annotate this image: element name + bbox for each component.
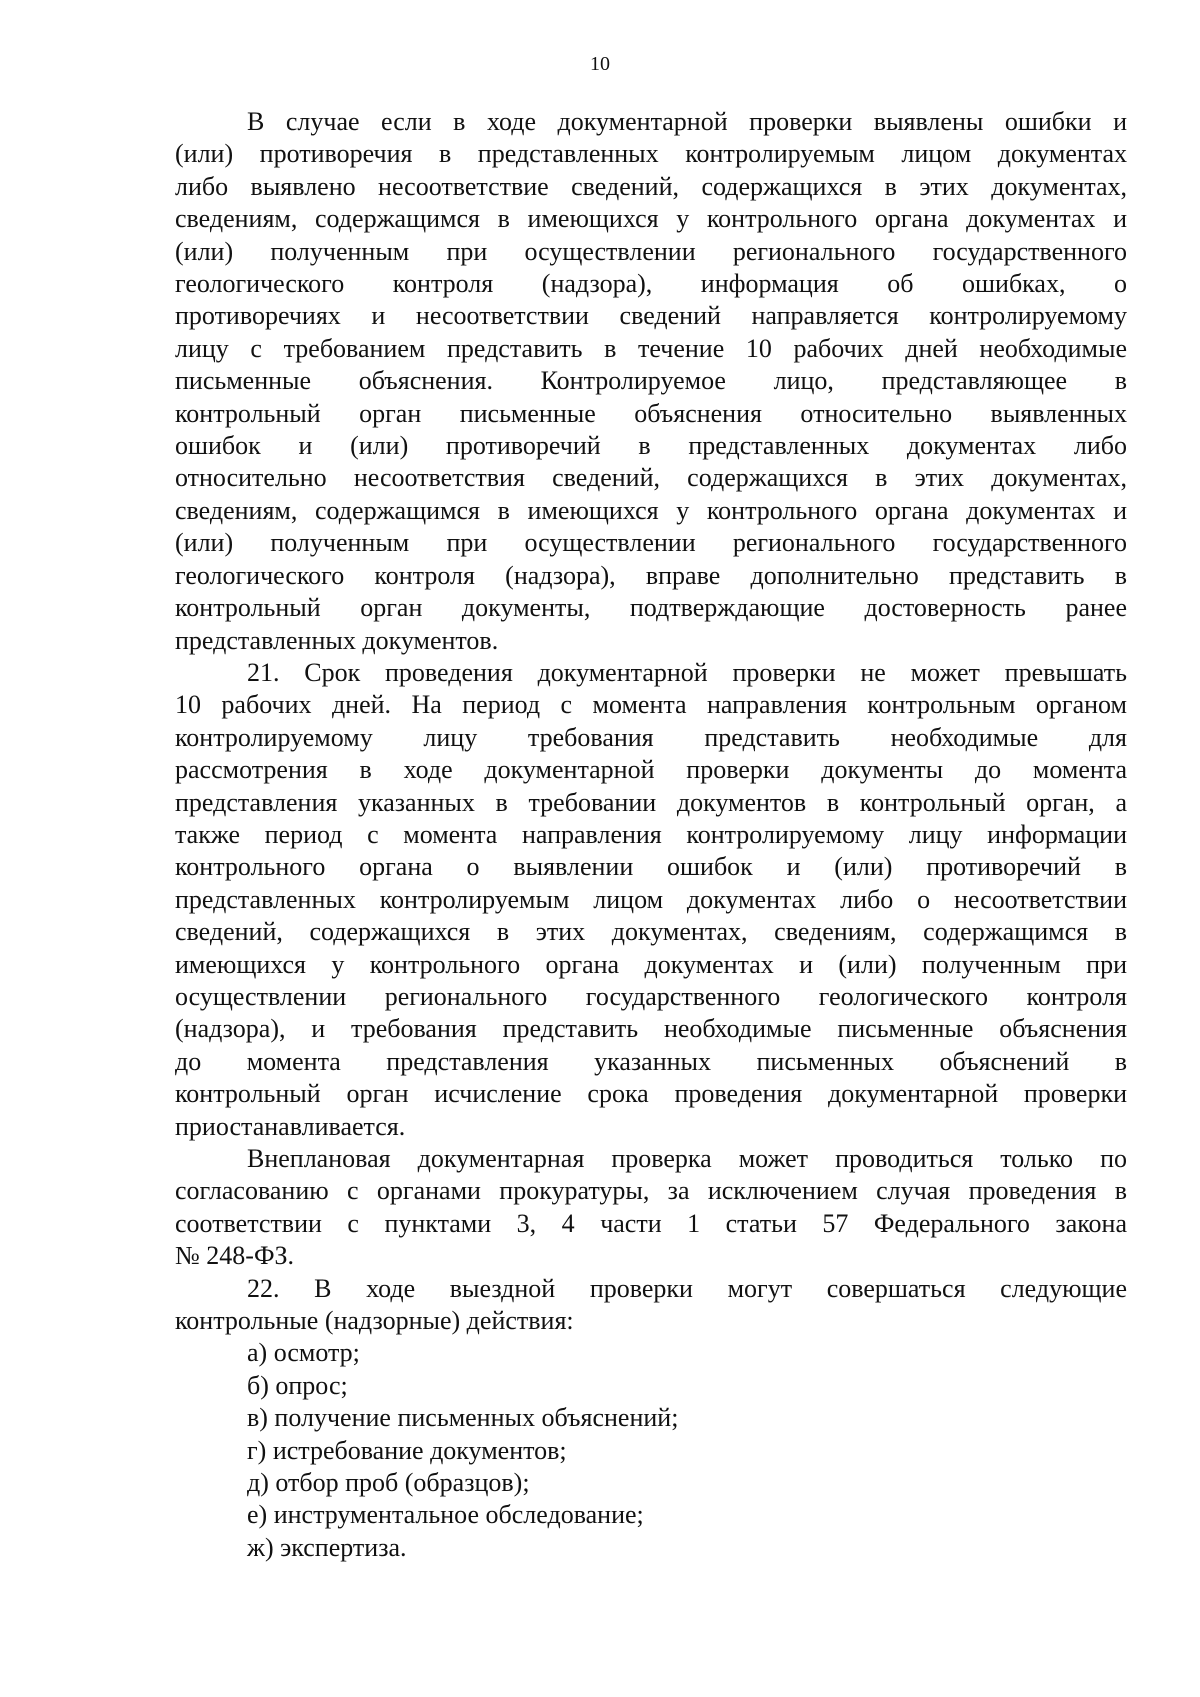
text-line: рассмотрения в ходе документарной проверки документы до момента: [175, 755, 1127, 785]
list-item: г) истребование документов;: [247, 1435, 567, 1465]
text-line: представленных контролируемым лицом документах либо о несоответствии: [175, 884, 1127, 914]
actions-list: [175, 1337, 1127, 1564]
text-line: относительно несоответствия сведений, содержащихся в этих документах,: [175, 463, 1127, 493]
text-line: сведениям, содержащимся в имеющихся у контрольного органа документах и: [175, 204, 1127, 234]
text-line: до момента представления указанных письменных объяснений в: [175, 1046, 1127, 1076]
text-line: геологического контроля (надзора), вправе дополнительно представить в: [175, 560, 1127, 590]
document-body: [175, 106, 1127, 1564]
text-line: (или) полученным при осуществлении регионального государственного: [175, 528, 1127, 558]
text-line: также период с момента направления контролируемому лицу информации: [175, 819, 1127, 849]
text-line: Внеплановая документарная проверка может проводиться только по: [247, 1144, 1127, 1173]
text-line: (или) полученным при осуществлении регионального государственного: [175, 236, 1127, 266]
text-line: контрольные (надзорные) действия:: [175, 1306, 574, 1336]
paragraph-unscheduled-check: [175, 1143, 1127, 1273]
text-line: контрольный орган документы, подтверждающие достоверность ранее: [175, 593, 1127, 623]
text-line: (или) противоречия в представленных контролируемым лицом документах: [175, 139, 1127, 169]
text-line: 21. Срок проведения документарной проверки не может превышать: [247, 657, 1127, 687]
text-line: письменные объяснения. Контролируемое лицо, представляющее в: [175, 366, 1127, 396]
list-item: б) опрос;: [247, 1370, 348, 1400]
text-line: № 248-ФЗ.: [175, 1241, 295, 1271]
paragraph-item-21: [175, 657, 1127, 1143]
text-line: либо выявлено несоответствие сведений, содержащихся в этих документах,: [175, 171, 1127, 201]
text-line: представленных документов.: [175, 625, 499, 655]
text-line: сведениям, содержащимся в имеющихся у контрольного органа документах и: [175, 495, 1127, 525]
text-line: противоречиях и несоответствии сведений направляется контролируемому: [175, 301, 1127, 331]
text-line: согласованию с органами прокуратуры, за исключением случая проведения в: [175, 1176, 1127, 1206]
text-line: контрольного органа о выявлении ошибок и (или) противоречий в: [175, 852, 1127, 882]
text-line: сведений, содержащихся в этих документах, сведениям, содержащимся в: [175, 917, 1127, 947]
text-line: 10 рабочих дней. На период с момента направления контрольным органом: [175, 690, 1127, 720]
page-number: 10: [590, 53, 610, 75]
text-line: лицу с требованием представить в течение 10 рабочих дней необходимые: [175, 333, 1127, 363]
text-line: имеющихся у контрольного органа документах и (или) полученным при: [175, 949, 1127, 979]
text-line: контролируемому лицу требования представить необходимые для: [175, 722, 1127, 752]
text-line: контрольный орган письменные объяснения относительно выявленных: [175, 398, 1127, 428]
text-line: контрольный орган исчисление срока проведения документарной проверки: [175, 1079, 1127, 1109]
paragraph-documentary-check-errors: [175, 106, 1127, 657]
text-line: ошибок и (или) противоречий в представленных документах либо: [175, 431, 1127, 461]
text-line: В случае если в ходе документарной проверки выявлены ошибки и: [247, 107, 1127, 136]
text-line: приостанавливается.: [175, 1111, 406, 1141]
list-item: в) получение письменных объяснений;: [247, 1403, 679, 1433]
text-line: геологического контроля (надзора), информация об ошибках, о: [175, 269, 1127, 299]
paragraph-item-22: [175, 1273, 1127, 1338]
text-line: представления указанных в требовании документов в контрольный орган, а: [175, 787, 1127, 817]
text-line: 22. В ходе выездной проверки могут совершаться следующие: [247, 1273, 1127, 1303]
list-item: а) осмотр;: [247, 1338, 360, 1368]
text-line: осуществлении регионального государственного геологического контроля: [175, 981, 1127, 1011]
text-line: (надзора), и требования представить необходимые письменные объяснения: [175, 1014, 1127, 1044]
list-item: е) инструментальное обследование;: [247, 1500, 644, 1530]
text-line: соответствии с пунктами 3, 4 части 1 статьи 57 Федерального закона: [175, 1208, 1127, 1238]
list-item: ж) экспертиза.: [247, 1532, 407, 1562]
list-item: д) отбор проб (образцов);: [247, 1468, 530, 1498]
